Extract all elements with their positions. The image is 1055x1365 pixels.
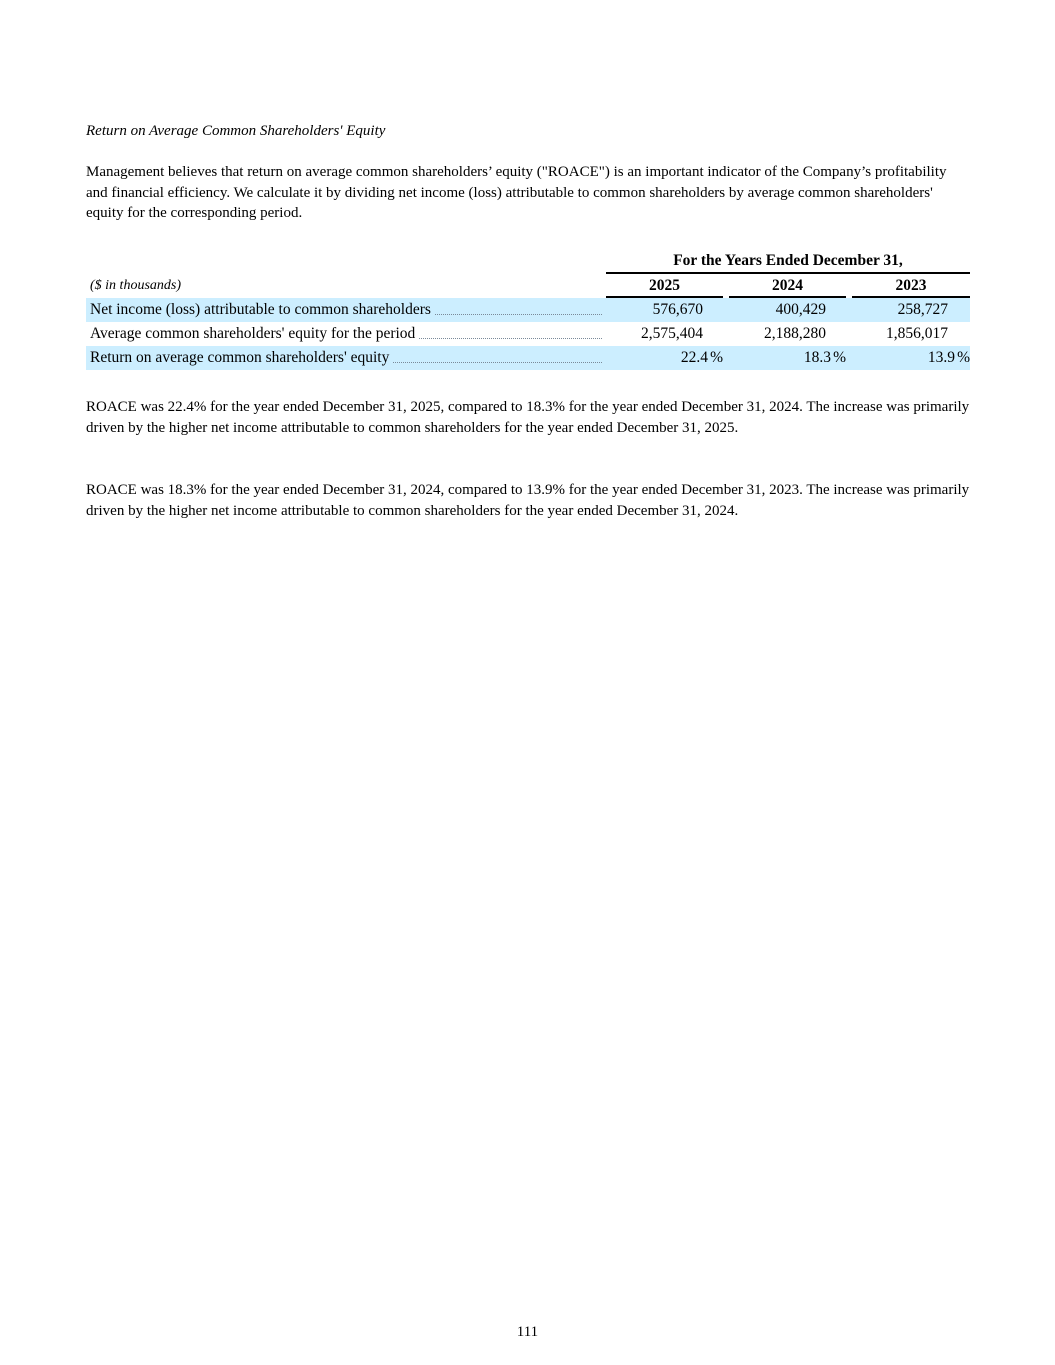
section-title: Return on Average Common Shareholders' Equity — [86, 123, 386, 139]
year-header-2024: 2024 — [729, 275, 846, 298]
roace-2023 — [852, 346, 970, 370]
commentary-paragraph-2025: ROACE was 22.4% for the year ended December 31, 2025, compared to 18.3% for the year ended December 31, 2024. The increase was primarily driven by the higher net income attributable to common shareholders for the year ended December 31, 2025. — [86, 399, 970, 436]
page-number: 111 — [516, 1324, 539, 1340]
value-2023: 1,856,017 — [886, 325, 948, 342]
value-2023: 258,727 — [897, 301, 948, 318]
value-2024: 400,429 — [775, 301, 826, 318]
row-label-cell — [90, 322, 602, 346]
roace-value: 22.4 — [680, 349, 708, 366]
dot-leader — [419, 338, 602, 339]
dot-leader — [435, 314, 602, 315]
percent-sign: % — [833, 349, 846, 366]
period-header: For the Years Ended December 31, — [606, 250, 970, 274]
row-label-cell — [90, 298, 602, 322]
row-label: Net income (loss) attributable to common shareholders — [90, 301, 431, 318]
table-row-net-income — [86, 298, 970, 322]
row-label: Return on average common shareholders' equity — [90, 349, 390, 366]
percent-sign: % — [957, 349, 970, 366]
dot-leader — [393, 362, 602, 363]
roace-value: 18.3 — [803, 349, 831, 366]
intro-paragraph: Management believes that return on average common shareholders’ equity ("ROACE") is an important indicator of the Company’s profitability and financial efficiency. We calculate it by dividing net income (loss) attributable to common shareholders by average common shareholders' equity for the corresponding period. — [86, 164, 947, 221]
roace-2025 — [606, 346, 723, 370]
percent-sign: % — [710, 349, 723, 366]
value-2025: 2,575,404 — [641, 325, 703, 342]
commentary-paragraph-2024: ROACE was 18.3% for the year ended December 31, 2024, compared to 13.9% for the year ended December 31, 2023. The increase was primarily driven by the higher net income attributable to common shareholders for the year ended December 31, 2024. — [86, 482, 970, 519]
roace-2024 — [729, 346, 846, 370]
table-row-average-equity — [86, 322, 970, 346]
value-2025: 576,670 — [652, 301, 703, 318]
value-2024: 2,188,280 — [764, 325, 826, 342]
year-header-2025: 2025 — [606, 275, 723, 298]
roace-value: 13.9 — [927, 349, 955, 366]
year-header-2023: 2023 — [852, 275, 970, 298]
row-label-cell — [90, 346, 602, 370]
table-row-roace — [86, 346, 970, 370]
row-label: Average common shareholders' equity for the period — [90, 325, 416, 342]
units-label: ($ in thousands) — [90, 278, 181, 293]
